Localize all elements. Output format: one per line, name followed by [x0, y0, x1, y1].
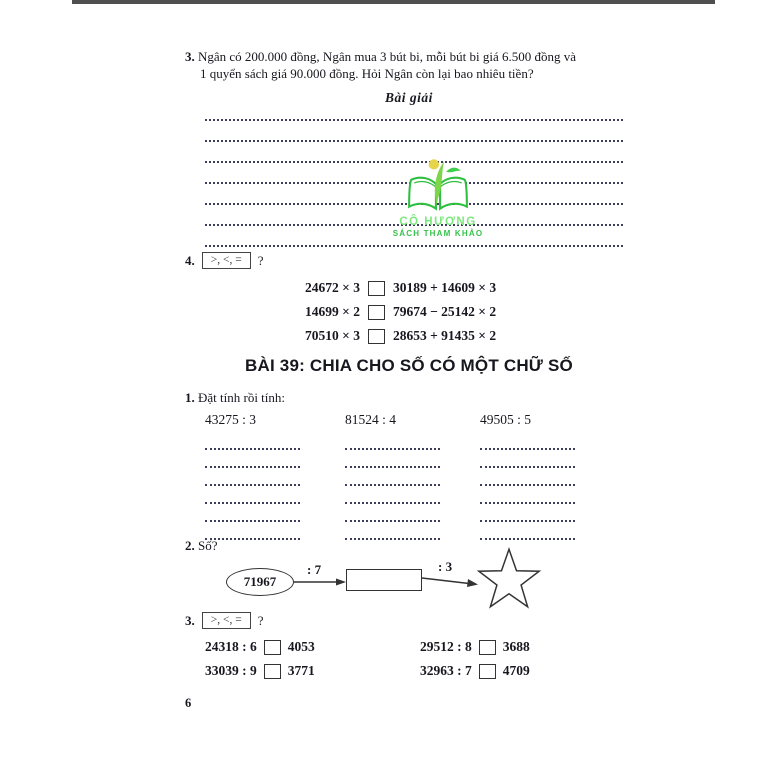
setup-column	[205, 412, 345, 540]
work-line	[480, 432, 575, 450]
compare-row: 24318 : 6 4053	[205, 639, 315, 654]
solution-heading: Bài giải	[385, 90, 433, 105]
question-mark: ?	[257, 612, 264, 628]
answer-box[interactable]	[368, 305, 385, 320]
compare-row: 33039 : 9 3771	[205, 663, 315, 678]
answer-box[interactable]	[479, 664, 496, 679]
work-line	[345, 504, 440, 522]
compare-div-left-column	[205, 635, 420, 683]
division-expression: 81524 : 4	[345, 412, 397, 427]
work-line	[205, 450, 300, 468]
setup-column	[480, 412, 630, 540]
compare-div-grid	[185, 635, 633, 683]
work-line	[345, 450, 440, 468]
answer-box[interactable]	[264, 664, 281, 679]
comparison-operators-box: >, <, =	[202, 612, 251, 629]
work-line	[480, 450, 575, 468]
lesson-heading: BÀI 39: CHIA CHO SỐ CÓ MỘT CHỮ SỐ	[245, 356, 573, 375]
flow-label-row: 2. Số?	[185, 538, 218, 553]
work-line	[480, 468, 575, 486]
problem-number: 4.	[185, 252, 195, 268]
question-mark: ?	[257, 252, 264, 268]
answer-box[interactable]	[264, 640, 281, 655]
compare-mult-section	[185, 252, 633, 348]
word-problem-line2: 1 quyển sách giá 90.000 đồng. Hỏi Ngân còn lại bao nhiêu tiền?	[200, 66, 534, 81]
work-line	[345, 432, 440, 450]
work-line	[205, 432, 300, 450]
work-line	[480, 504, 575, 522]
work-line	[205, 504, 300, 522]
start-value-oval: 71967	[226, 568, 294, 596]
compare-row: 14699 × 2 79674 − 25142 × 2	[305, 304, 497, 319]
result-star-shape[interactable]	[473, 546, 545, 614]
watermark-subtitle: SÁCH THAM KHẢO	[392, 229, 484, 238]
problem-number: 3.	[185, 49, 195, 64]
work-lines	[205, 432, 345, 540]
work-line	[480, 486, 575, 504]
divide-by-3-label: : 3	[438, 559, 453, 574]
compare-row: 29512 : 8 3688	[420, 639, 530, 654]
work-line	[345, 486, 440, 504]
division-expression: 43275 : 3	[205, 412, 257, 427]
answer-line	[205, 121, 623, 142]
answer-line	[205, 100, 623, 121]
setup-columns	[205, 412, 633, 540]
divide-by-7-label: : 7	[307, 562, 322, 577]
page-number: 6	[185, 696, 192, 710]
arrow-right-icon	[336, 579, 346, 586]
work-lines	[345, 432, 480, 540]
compare-row: 24672 × 3 30189 + 14609 × 3	[305, 280, 497, 295]
setup-column	[345, 412, 480, 540]
division-expression: 49505 : 5	[480, 412, 532, 427]
compare-row: 70510 × 3 28653 + 91435 × 2	[305, 328, 497, 343]
compare-div-header	[185, 612, 633, 629]
setup-label-row: 1. Đặt tính rồi tính:	[185, 390, 286, 405]
compare-row: 32963 : 7 4709	[420, 663, 530, 678]
work-lines	[480, 432, 630, 540]
problem-number: 3.	[185, 612, 195, 628]
problem-number: 2.	[185, 538, 195, 553]
intermediate-answer-rect[interactable]	[346, 569, 422, 591]
compare-div-section	[185, 612, 633, 683]
work-line	[205, 486, 300, 504]
answer-box[interactable]	[368, 329, 385, 344]
work-line	[345, 468, 440, 486]
work-line	[205, 468, 300, 486]
compare-div-right-column	[420, 635, 630, 683]
word-problem-section	[185, 48, 633, 106]
answer-box[interactable]	[368, 281, 385, 296]
page-top-edge-bar	[72, 0, 715, 4]
comparison-operators-box: >, <, =	[202, 252, 251, 269]
publisher-watermark	[378, 157, 498, 238]
compare-mult-header	[185, 252, 633, 269]
setup-compute-section	[185, 390, 633, 540]
problem-number: 1.	[185, 390, 195, 405]
answer-box[interactable]	[479, 640, 496, 655]
watermark-title: CÔ HƯƠNG	[399, 216, 477, 228]
compare-mult-rows	[305, 276, 633, 348]
word-problem-line1: 3. Ngân có 200.000 đồng, Ngân mua 3 bút bi, mỗi bút bi giá 6.500 đồng và	[185, 49, 577, 64]
open-book-logo-icon	[405, 157, 471, 213]
